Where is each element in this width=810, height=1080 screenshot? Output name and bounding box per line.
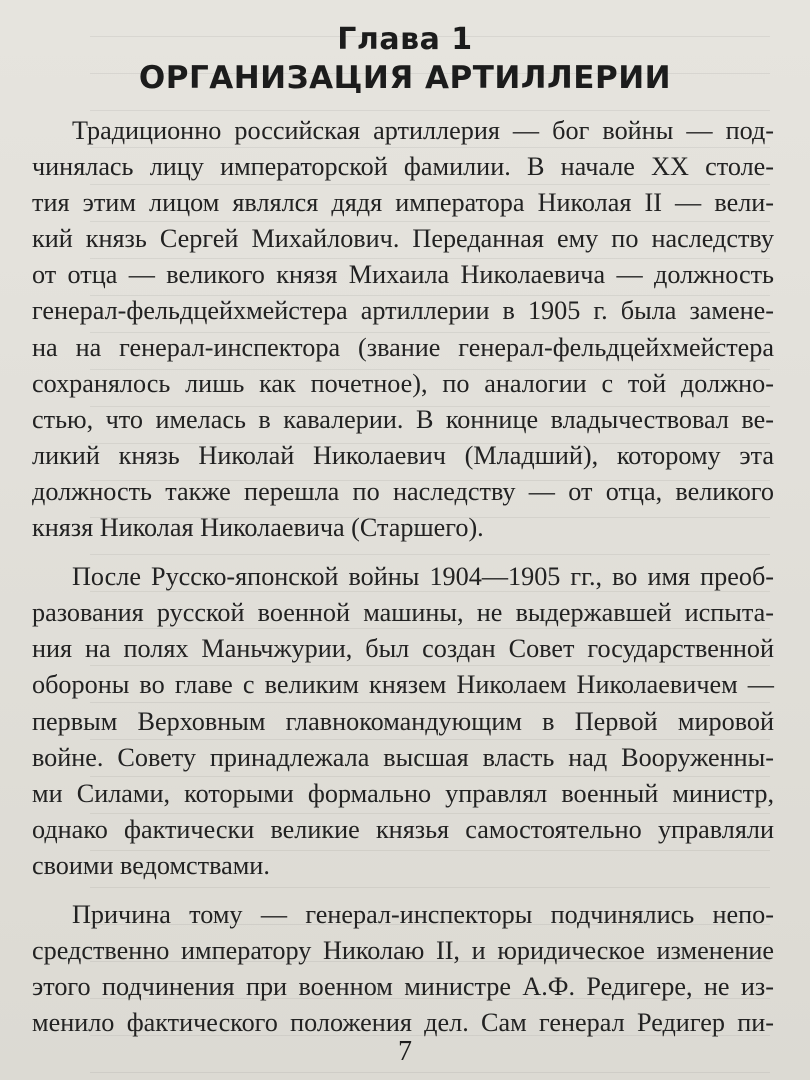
text-line: кий князь Сергей Михайлович. Переданная ему по наследству <box>32 224 774 254</box>
body-text <box>32 113 774 1041</box>
paragraph-gap <box>32 546 774 559</box>
text-line: ми Силами, которыми формально управлял военный министр, <box>32 778 774 808</box>
text-line: ния на полях Маньчжурии, был создан Совет государственной <box>32 634 774 664</box>
text-line: ликий князь Николай Николаевич (Младший), которому эта <box>32 440 774 470</box>
text-line: Причина тому — генерал-инспекторы подчинялись непо- <box>72 899 774 929</box>
page-number: 7 <box>398 1036 412 1067</box>
text-line: князя Николая Николаевича (Старшего). <box>32 513 484 543</box>
text-line: средственно императору Николаю II, и юридическое изменение <box>32 936 774 966</box>
paragraph-gap <box>32 884 774 897</box>
text-line: генерал-фельдцейхмейстера артиллерии в 1905 г. была замене- <box>32 296 774 326</box>
text-line: менило фактического положения дел. Сам генерал Редигер пи- <box>32 1008 774 1038</box>
paragraph <box>32 897 774 1041</box>
text-line: однако фактически великие князья самостоятельно управляли <box>32 814 774 844</box>
text-line: чинялась лицу императорской фамилии. В начале XX столе- <box>32 152 774 182</box>
text-line: этого подчинения при военном министре А.Ф. Редигере, не из- <box>32 972 774 1002</box>
paragraph <box>32 559 774 884</box>
text-line: обороны во главе с великим князем Николаем Николаевичем — <box>32 670 774 700</box>
text-line: После Русско-японской войны 1904—1905 гг., во имя преоб- <box>72 562 774 592</box>
text-line: первым Верховным главнокомандующим в Первой мировой <box>32 706 774 736</box>
paragraph <box>32 113 774 546</box>
ghost-line <box>90 1073 770 1080</box>
chapter-title: ОРГАНИЗАЦИЯ АРТИЛЛЕРИИ <box>138 60 672 96</box>
text-line: стью, что имелась в кавалерии. В коннице владычествовал ве- <box>32 404 774 434</box>
text-line: своими ведомствами. <box>32 850 270 880</box>
text-line: на на генерал-инспектора (звание генерал-фельдцейхмейстера <box>32 332 774 362</box>
chapter-number: Глава 1 <box>337 22 473 57</box>
text-line: сохранялось лишь как почетное), по аналогии с той должно- <box>32 368 774 398</box>
text-line: Традиционно российская артиллерия — бог войны — под- <box>72 116 774 145</box>
text-line: разования русской военной машины, не выдержавшей испыта- <box>32 598 774 628</box>
text-line: войне. Совету принадлежала высшая власть над Вооруженны- <box>32 742 774 772</box>
text-line: должность также перешла по наследству — от отца, великого <box>32 476 774 506</box>
text-line: тия этим лицом являлся дядя императора Николая II — вели- <box>32 188 774 218</box>
text-line: от отца — великого князя Михаила Николаевича — должность <box>32 260 774 290</box>
